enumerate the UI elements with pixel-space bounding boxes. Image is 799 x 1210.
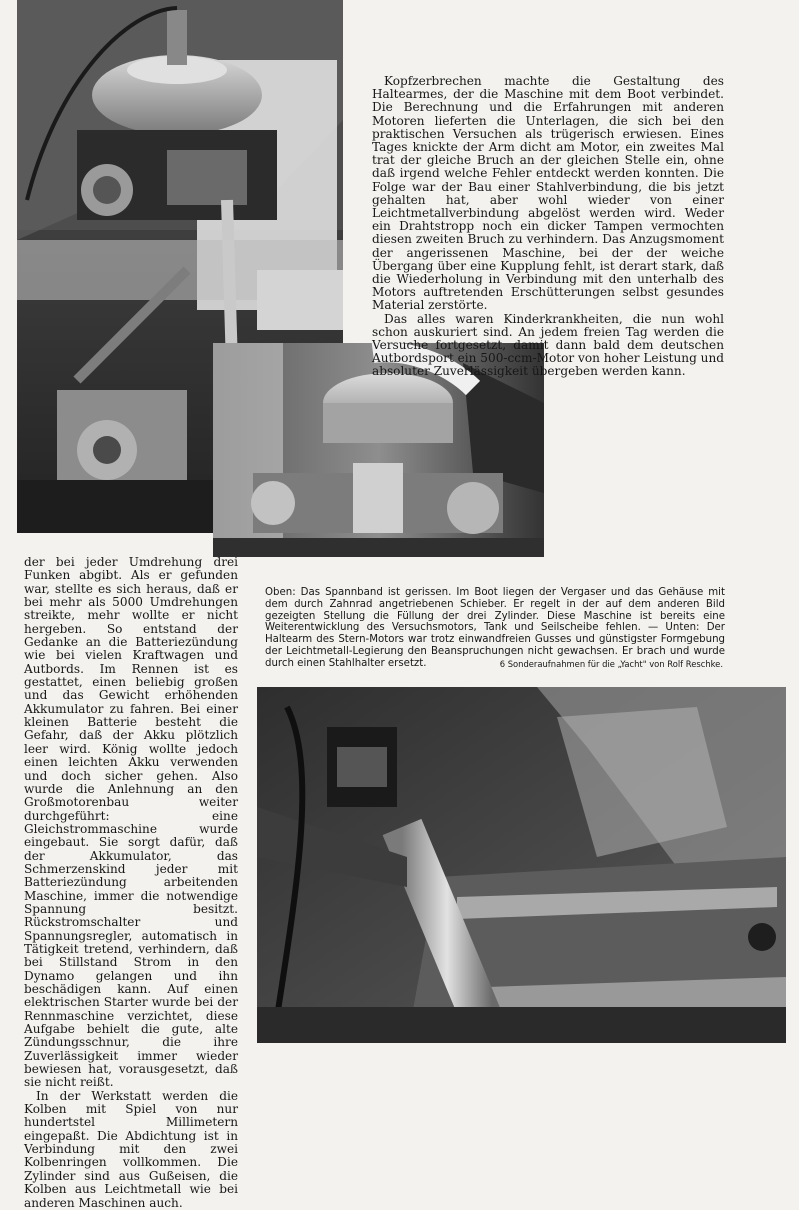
article-paragraph: der bei jeder Umdrehung drei Funken abgibt. Als er gefunden war, stellte es sich heraus, daß er bei mehr als 5000 Umdrehungen streikte, mehr wollte er nicht hergeben. So entstand der Gedanke an die Batteriezündung wie bei vielen Kraftwagen und Autbords. Im Rennen ist es gestattet, einen beliebig großen und das Gewicht erhöhenden Akkumulator zu fahren. Bei einer kleinen Batterie besteht die Gefahr, daß der Akku plötzlich leer wird. König wollte jedoch einen leichten Akku verwenden und doch sicher gehen. Also wurde die Anlehnung an den Großmotorenbau weiter durchgeführt: eine Gleichstrommaschine wurde eingebaut. Sie sorgt dafür, daß der Akkumulator, das Schmerzenskind jeder mit Batteriezündung arbeitenden Maschine, immer die notwendige Spannung besitzt. Rückstromschalter und Spannungsregler, automatisch in Tätigkeit tretend, verhindern, daß bei Stillstand Strom in den Dynamo gelangen und ihn beschädigen kann. Auf einen elektrischen Starter wurde bei der Rennmaschine verzichtet, diese Aufgabe behielt die gute, alte Zündungsschnur, die ihre Zuverlässigkeit immer wieder bewiesen hat, vorausgesetzt, daß sie nicht reißt. <box>24 555 238 1090</box>
left-article-text <box>24 556 238 1210</box>
article-paragraph: In der Werkstatt werden die Kolben mit Spiel von nur hundertstel Millimetern eingepaßt. Die Abdichtung ist in Verbindung mit den zwei Kolbenringen vollkommen. Die Zylinder sind aus Gußeisen, die Kolben aus Leichtmetall wie bei anderen Maschinen auch. <box>24 1088 238 1210</box>
caption-text: Oben: Das Spannband ist gerissen. Im Boot liegen der Vergaser und das Gehäuse mit dem durch Zahnrad angetriebenen Schieber. Er regelt in der auf dem anderen Bild gezeigten Stellung die Füllung der drei Zylinder. Diese Maschine ist bereits eine Weiterentwicklung des Versuchsmotors, Tank und Seilscheibe fehlen. — Unten: Der Haltearm des Stern-Motors war trotz einwandfreien Gusses und günstigster Formgebung der Leichtmetall-Legierung den Beanspruchungen nicht gewachsen. Er brach und wurde durch einen Stahlhalter ersetzt. <box>265 587 725 669</box>
photo-credit: 6 Sonderaufnahmen für die „Yacht" von Rolf Reschke. <box>499 659 723 669</box>
article-paragraph: Kopfzerbrechen machte die Gestaltung des Haltearmes, der die Maschine mit dem Boot verbindet. Die Berechnung und die Erfahrungen mit anderen Motoren lieferten die Unterlagen, die sich bei den praktischen Versuchen als trügerisch erwiesen. Eines Tages knickte der Arm dicht am Motor, ein zweites Mal trat der gleiche Bruch an der gleichen Stelle ein, ohne daß irgend welche Fehler entdeckt werden konnten. Die Folge war der Bau einer Stahlverbindung, die bis jetzt gehalten hat, aber wohl wieder von einer Leichtmetallverbindung abgelöst werden wird. Weder ein Drahtstropp noch ein dicker Tampen vermochten diesen zweiten Bruch zu verhindern. Das Anzugsmoment der angerissenen Maschine, bei der der weiche Übergang über eine Kupplung fehlt, ist derart stark, daß die Wiederholung in Verbindung mit den unterhalb des Motors auftretenden Erschütterungen selbst gesundes Material zerstörte. <box>372 74 724 313</box>
photo-caption <box>265 587 725 670</box>
holding-arm-photo <box>257 687 786 1043</box>
article-paragraph: Das alles waren Kinderkrankheiten, die nun wohl schon auskuriert sind. An jedem freien Tag werden die Versuche fortgesetzt, damit dann bald dem deutschen Autbordsport ein 500-ccm-Motor von hoher Leistung und absoluter Zuverlässigkeit übergeben werden kann. <box>372 311 724 379</box>
top-article-text <box>372 75 724 379</box>
